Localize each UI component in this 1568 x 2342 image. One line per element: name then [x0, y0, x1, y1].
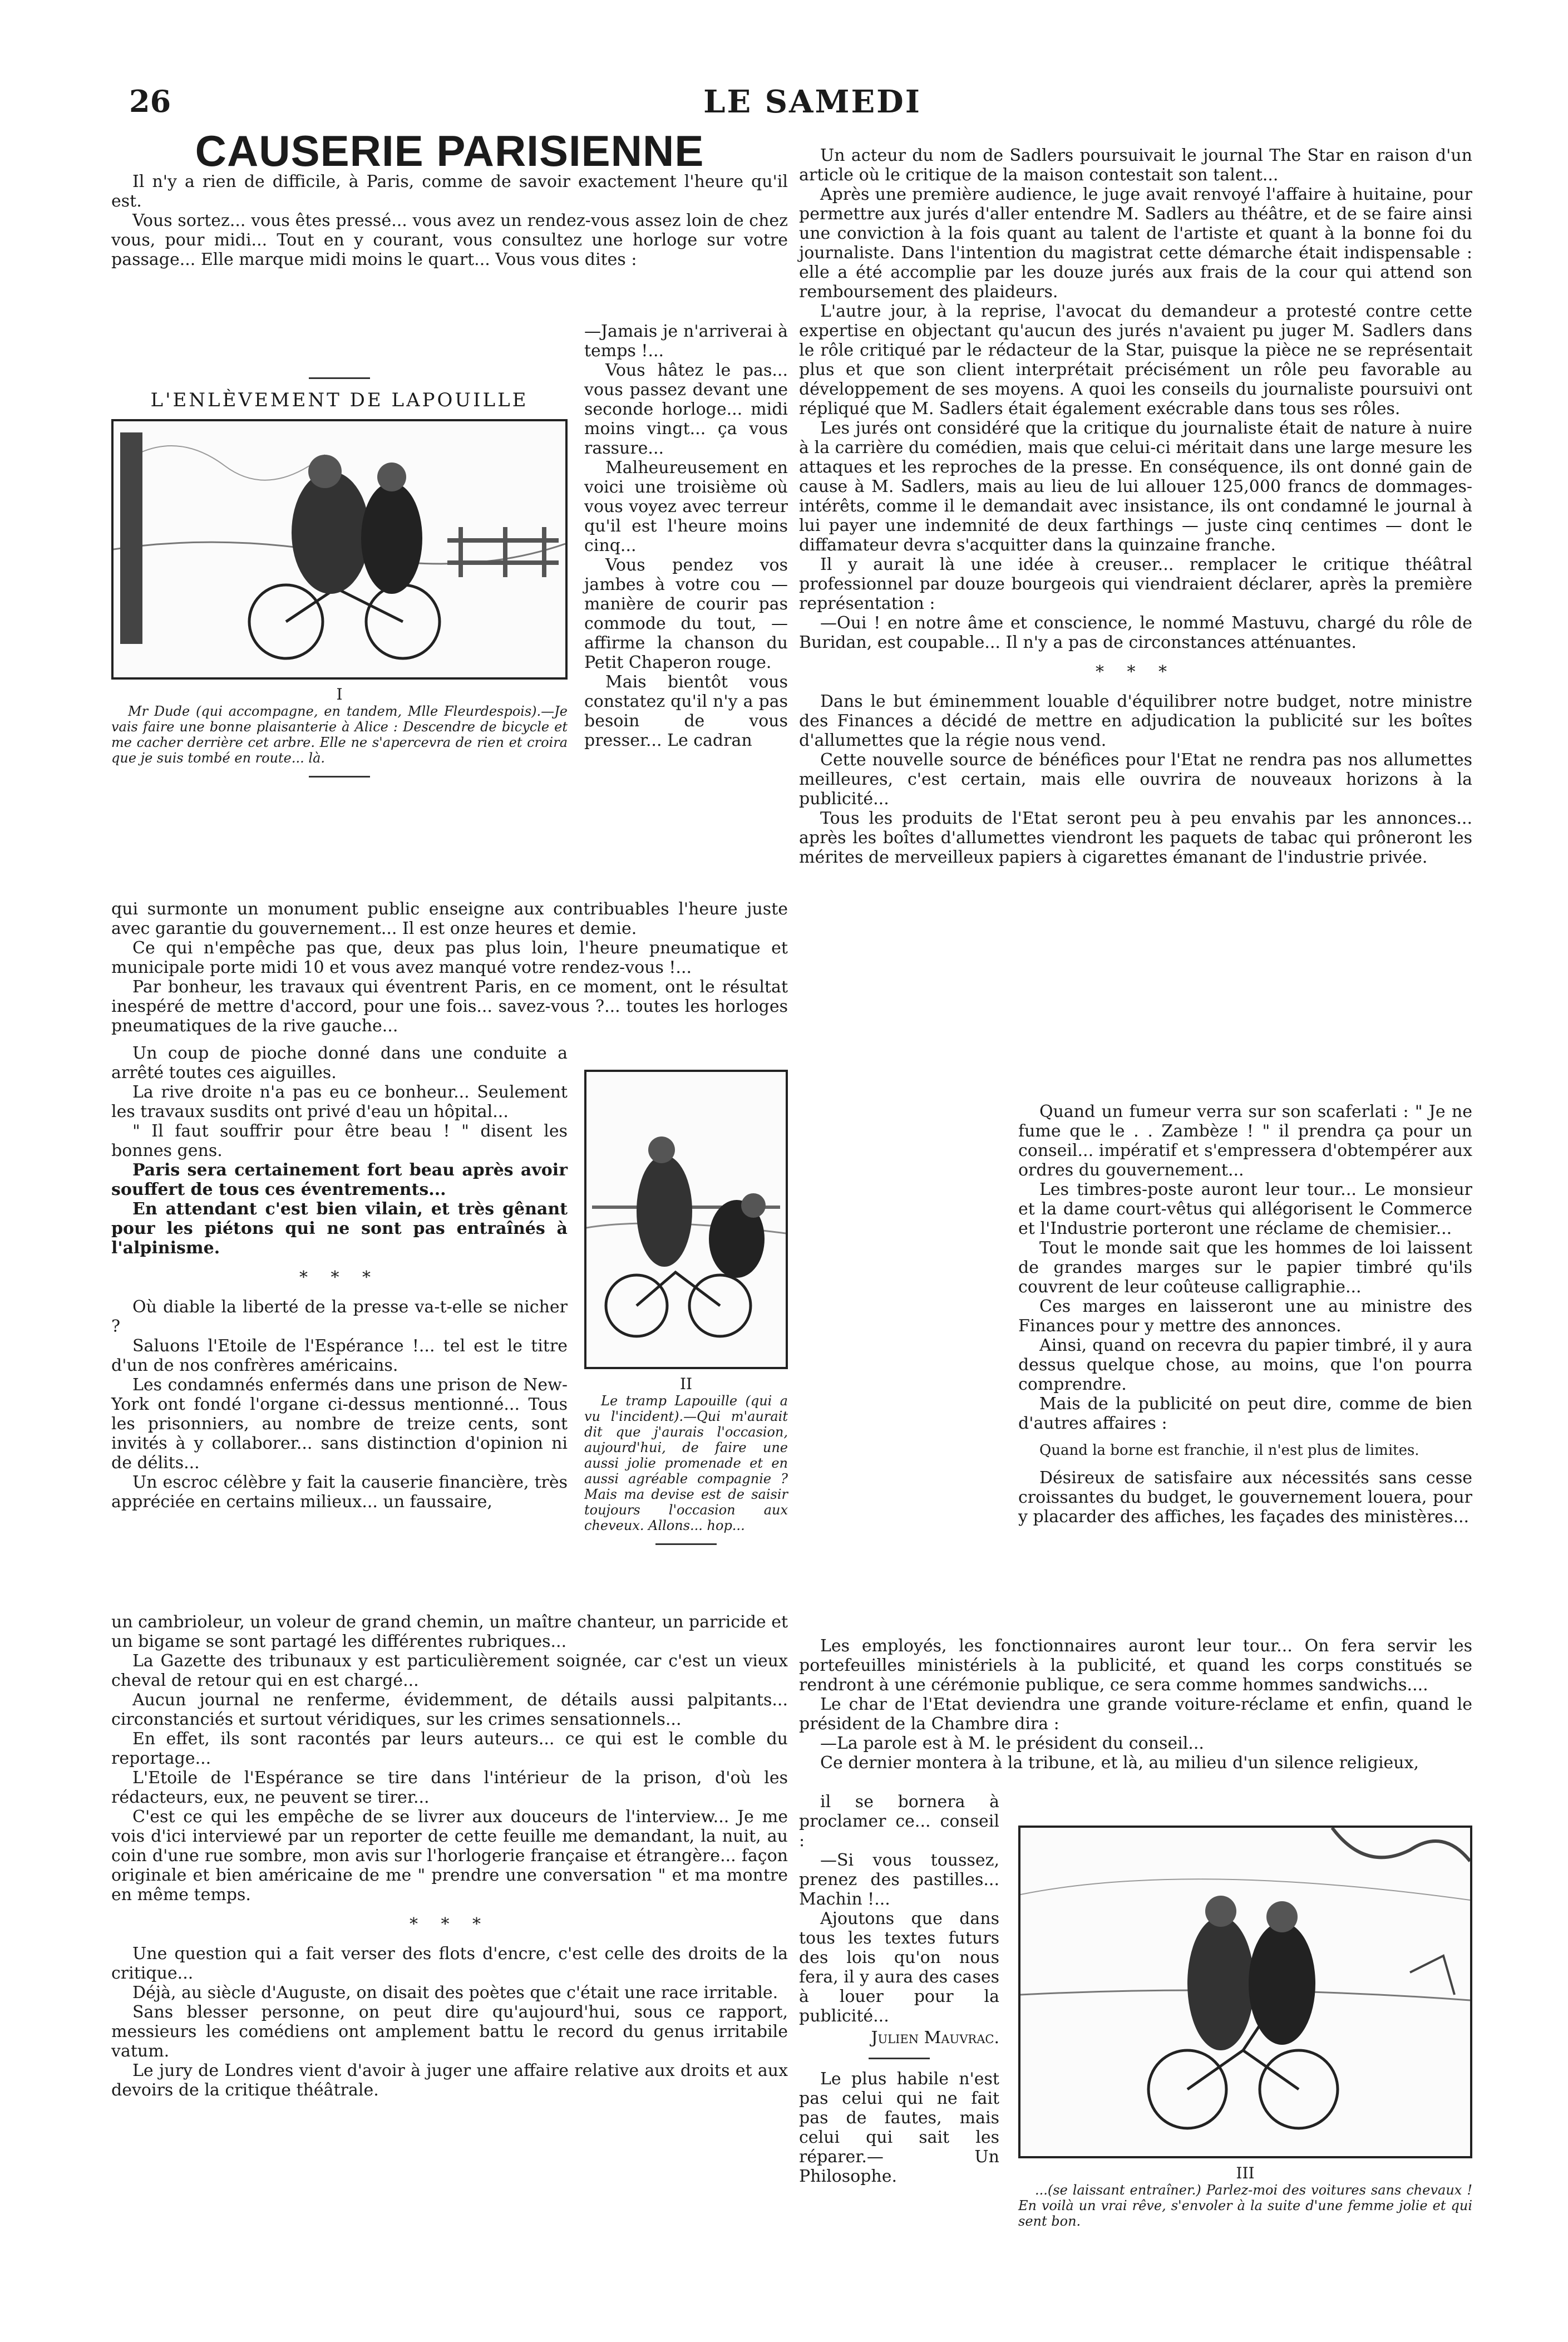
left-narrow-column [584, 322, 788, 750]
left-column-narrow-2 [111, 1044, 568, 1512]
paragraph: Un coup de pioche donné dans une conduite a arrêté toutes ces aiguilles. [111, 1044, 568, 1083]
figure-3-illustration [1018, 1826, 1472, 2158]
paragraph: Malheureusement en voici une troisième où vous voyez avec terreur qu'il est l'heure moins cinq... [584, 458, 788, 555]
closing-quote: Le plus habile n'est pas celui qui ne fait pas de fautes, mais celui qui sait les réparer.— Un Philosophe. [799, 2069, 999, 2186]
paragraph: —Jamais je n'arriverai à temps !... [584, 322, 788, 361]
figure-caption [584, 1393, 788, 1533]
paragraph: Ce dernier montera à la tribune, et là, au milieu d'un silence religieux, [820, 1753, 1419, 1773]
section-separator: * * * [299, 1268, 380, 1287]
paragraph: Tous les produits de l'Etat seront peu à peu envahis par les annonces... après les boîtes d'allumettes viendront les paquets de tabac qui prôneront les mérites de merveilleux papiers à cigarettes émanant de l'industrie privée. [799, 809, 1472, 867]
paragraph: Ajoutons que dans tous les textes futurs des lois qu'on nous fera, il y aura des cases à louer pour la publicité... [799, 1909, 999, 2026]
tramp-chase-drawing [586, 1072, 786, 1362]
divider [869, 2058, 930, 2059]
divider [655, 1543, 717, 1545]
paragraph: Ainsi, quand on recevra du papier timbré, il y aura dessus quelque chose, au moins, que l'on pourra comprendre. [1018, 1336, 1472, 1394]
paragraph: En attendant c'est bien vilain, et très gênant pour les piétons qui ne sont pas entraînés à l'alpinisme. [111, 1199, 568, 1258]
paragraph: Mais bientôt vous constatez qu'il n'y a pas besoin de vous presser... Le cadran [584, 672, 788, 750]
paragraph: Cette nouvelle source de bénéfices pour l'Etat ne rendra pas nos allumettes meilleures, c'est certain, mais elle ouvrira de nouveaux horizons à la publicité... [799, 750, 1472, 809]
divider [309, 377, 370, 379]
section-separator: * * * [1095, 662, 1176, 682]
article-title: CAUSERIE PARISIENNE [195, 126, 704, 175]
paragraph: " Il faut souffrir pour être beau ! " disent les bonnes gens. [111, 1121, 568, 1160]
figure-number: I [336, 685, 343, 703]
paragraph: En effet, ils sont racontés par leurs auteurs... ce qui est le comble du reportage... [111, 1729, 788, 1768]
paragraph: L'Etoile de l'Espérance se tire dans l'intérieur de la prison, d'où les rédacteurs, eux, ne peuvent se tirer... [111, 1768, 788, 1807]
tandem-couple-drawing [114, 421, 565, 673]
caption-text: ...(se laissant entraîner.) Parlez-moi des voitures sans chevaux ! En voilà un vrai rêve, s'envoler à la suite d'une femme jolie et qui sent bon. [1018, 2182, 1472, 2229]
figure-1 [111, 367, 568, 788]
paragraph: Sans blesser personne, on peut dire qu'aujourd'hui, sous ce rapport, messieurs les comédiens ont amplement battu le record du genus irritabile vatum. [111, 2002, 788, 2061]
right-narrow-column [799, 1792, 999, 2186]
paragraph: —Si vous toussez, prenez des pastilles... Machin !... [799, 1851, 999, 1909]
paragraph: Les jurés ont considéré que la critique du journaliste était de nature à nuire à la carrière du comédien, mais que celui-ci méritait dans une large mesure les attaques et les reproches de la presse. En conséquence, ils ont donné gain de cause à M. Sadlers, mais au lieu de lui allouer 125,000 francs de dommages-intérêts, comme il le demandait avec insistance, ils ont condamné le journal à lui payer une indemnité de deux farthings — juste cinq centimes — dont le diffamateur devra s'acquitter dans la quinzaine franche. [799, 419, 1472, 555]
paragraph: Après une première audience, le juge avait renvoyé l'affaire à huitaine, pour permettre aux jurés d'aller entendre M. Sadlers au théâtre, et de se faire ainsi une conviction à la fois quant au talent de l'artiste et quant à la bonne foi du journaliste. Dans l'intention du magistrat cette démarche était indispensable : elle a été accomplie par les douze jurés aux frais de la cour qui attend son remboursement des plaideurs. [799, 185, 1472, 302]
paragraph: Paris sera certainement fort beau après avoir souffert de tous ces éventrements... [111, 1160, 568, 1199]
right-column-lower [799, 1636, 1472, 1773]
figure-1-illustration [111, 419, 568, 680]
left-column-middle [111, 899, 788, 1036]
caption-text: Mr Dude (qui accompagne, en tandem, Mlle Fleurdespois).—Je vais faire une bonne plaisanterie à Alice : Descendre de bicycle et me cacher derrière cet arbre. Elle ne s'apercevra de rien et croira que je suis tombé en route... là. [111, 703, 568, 766]
tandem-ride-drawing [1020, 1828, 1470, 2152]
paragraph: Un acteur du nom de Sadlers poursuivait le journal The Star en raison d'un article où le critique de la maison contestait son talent... [799, 146, 1472, 185]
paragraph: L'autre jour, à la reprise, l'avocat du demandeur a protesté contre cette expertise en objectant qu'aucun des jurés n'avaient pu juger M. Sadlers dans le rôle critiqué par le rédacteur de la Star, puisque la pièce ne se représentait plus et que son client interprétait précisément un rôle peu favorable au développement de ses moyens. A quoi les conseils du journaliste poursuivi ont répliqué que M. Sadlers était également exécrable dans tous ses rôles. [799, 302, 1472, 419]
paragraph: Il y aurait là une idée à creuser... remplacer le critique théâtral professionnel par douze bourgeois qui viendraient déclarer, après la première représentation : [799, 555, 1472, 613]
left-column-top [111, 126, 788, 269]
author-signature: Julien Mauvrac. [871, 2028, 999, 2048]
caption-text: Le tramp Lapouille (qui a vu l'incident).—Qui m'aurait dit que j'aurais l'occasion, aujourd'hui, de faire une aussi jolie promenade et en aussi agréable compagnie ? Mais ma devise est de saisir toujours l'occasion aux cheveux. Allons... hop... [584, 1393, 788, 1533]
figure-2-illustration [584, 1070, 788, 1369]
paragraph: il se bornera à proclamer ce... conseil : [799, 1792, 999, 1851]
paragraph: Les employés, les fonctionnaires auront leur tour... On fera servir les portefeuilles ministériels à la publicité, et quand les corps constitués se rendront à une cérémonie publique, ce sera comme hommes sandwichs.... [799, 1636, 1472, 1695]
paragraph: —Oui ! en notre âme et conscience, le nommé Mastuvu, chargé du rôle de Buridan, est coupable... Il n'y a pas de circonstances atténuantes. [799, 613, 1472, 652]
paragraph: Aucun journal ne renferme, évidemment, de détails aussi palpitants... circonstanciés et surtout véridiques, sur les crimes sensationnels... [111, 1690, 788, 1729]
paragraph: C'est ce qui les empêche de se livrer aux douceurs de l'interview... Je me vois d'ici interviewé par un reporter de cette feuille me demandant, la nuit, au coin d'une rue sombre, mon avis sur l'horlogerie française et étrangère... façon originale et bien américaine de me " prendre une conversation " et ma montre en même temps. [111, 1807, 788, 1905]
paragraph: Ce qui n'empêche pas que, deux pas plus loin, l'heure pneumatique et municipale porte midi 10 et vous avez manqué votre rendez-vous !... [111, 938, 788, 977]
paragraph: La Gazette des tribunaux y est particulièrement soignée, car c'est un vieux cheval de retour qui en est chargé... [111, 1651, 788, 1690]
paragraph: Par bonheur, les travaux qui éventrent Paris, en ce moment, ont le résultat inespéré de mettre d'accord, pour une fois... savez-vous ?... toutes les horloges pneumatiques de la rive gauche... [111, 977, 788, 1036]
left-column-bottom [111, 1612, 788, 2100]
paragraph: un cambrioleur, un voleur de grand chemin, un maître chanteur, un parricide et un bigame se sont partagé les différentes rubriques... [111, 1612, 788, 1651]
paragraph: Mais de la publicité on peut dire, comme de bien d'autres affaires : [1018, 1394, 1472, 1433]
paragraph: Il n'y a rien de difficile, à Paris, comme de savoir exactement l'heure qu'il est. [111, 172, 788, 211]
figure-caption [111, 703, 568, 766]
figure-number: III [1236, 2164, 1255, 2182]
paragraph: Vous hâtez le pas... vous passez devant une seconde horloge... midi moins vingt... ça vous rassure... [584, 361, 788, 458]
quote: Quand la borne est franchie, il n'est plus de limites. [1039, 1442, 1419, 1459]
paragraph: qui surmonte un monument public enseigne aux contribuables l'heure juste avec garantie du gouvernement... Il est onze heures et demie. [111, 899, 788, 938]
paragraph: Vous sortez... vous êtes pressé... vous avez un rendez-vous assez loin de chez vous, pour midi... Tout en y courant, vous consultez une horloge sur votre passage... Elle marque midi moins le quart... Vous vous dites : [111, 211, 788, 269]
paragraph: Une question qui a fait verser des flots d'encre, c'est celle des droits de la critique... [111, 1944, 788, 1983]
paragraph: —La parole est à M. le président du conseil... [820, 1734, 1204, 1753]
figure-caption [1018, 2182, 1472, 2229]
paragraph: Les timbres-poste auront leur tour... Le monsieur et la dame court-vêtus qui allégorisent le Commerce et l'Industrie porteront une réclame de chemisier... [1018, 1180, 1472, 1238]
page-number: 26 [129, 83, 171, 119]
paragraph: Désireux de satisfaire aux nécessités sans cesse croissantes du budget, le gouvernement louera, pour y placarder des affiches, les façades des ministères... [1018, 1468, 1472, 1527]
journal-title: LE SAMEDI [703, 83, 921, 120]
paragraph: Saluons l'Etoile de l'Espérance !... tel est le titre d'un de nos confrères américains. [111, 1336, 568, 1375]
paragraph: Le char de l'Etat deviendra une grande voiture-réclame et enfin, quand le président de la Chambre dira : [799, 1695, 1472, 1734]
paragraph: Déjà, au siècle d'Auguste, on disait des poètes que c'était une race irritable. [132, 1983, 778, 2002]
right-column-middle [1018, 1102, 1472, 1527]
paragraph: Les condamnés enfermés dans une prison de New-York ont fondé l'organe ci-dessus mentionné... Tous les prisonniers, au nombre de treize cents, sont invités à y collaborer... sans distinction d'opinion ni de délits... [111, 1375, 568, 1473]
paragraph: Ces marges en laisseront une au ministre des Finances pour y mettre des annonces. [1018, 1297, 1472, 1336]
figure-2 [584, 1070, 788, 1555]
section-separator: * * * [409, 1915, 490, 1934]
paragraph: La rive droite n'a pas eu ce bonheur... Seulement les travaux susdits ont privé d'eau un hôpital... [111, 1083, 568, 1121]
figure-3 [1018, 1826, 1472, 2229]
paragraph: Où diable la liberté de la presse va-t-elle se nicher ? [111, 1297, 568, 1336]
paragraph: Quand un fumeur verra sur son scaferlati : " Je ne fume que le . . Zambèze ! " il prendra ça pour un conseil... impératif et s'empressera d'obtempérer aux ordres du gouvernement... [1018, 1102, 1472, 1180]
paragraph: Tout le monde sait que les hommes de loi laissent de grandes marges sur le papier timbré qu'ils couvrent de leur coûteuse calligraphie... [1018, 1238, 1472, 1297]
right-column-top [799, 146, 1472, 867]
paragraph: Dans le but éminemment louable d'équilibrer notre budget, notre ministre des Finances a décidé de mettre en adjudication la publicité sur les boîtes d'allumettes que la régie nous vend. [799, 692, 1472, 750]
figure-title: L'ENLÈVEMENT DE LAPOUILLE [150, 389, 529, 411]
paragraph: Vous pendez vos jambes à votre cou — manière de courir pas commode du tout, — affirme la chanson du Petit Chaperon rouge. [584, 555, 788, 672]
paragraph: Le jury de Londres vient d'avoir à juger une affaire relative aux droits et aux devoirs de la critique théâtrale. [111, 2061, 788, 2100]
figure-number: II [679, 1375, 693, 1393]
divider [309, 776, 370, 778]
paragraph: Un escroc célèbre y fait la causerie financière, très appréciée en certains milieux... un faussaire, [111, 1473, 568, 1512]
